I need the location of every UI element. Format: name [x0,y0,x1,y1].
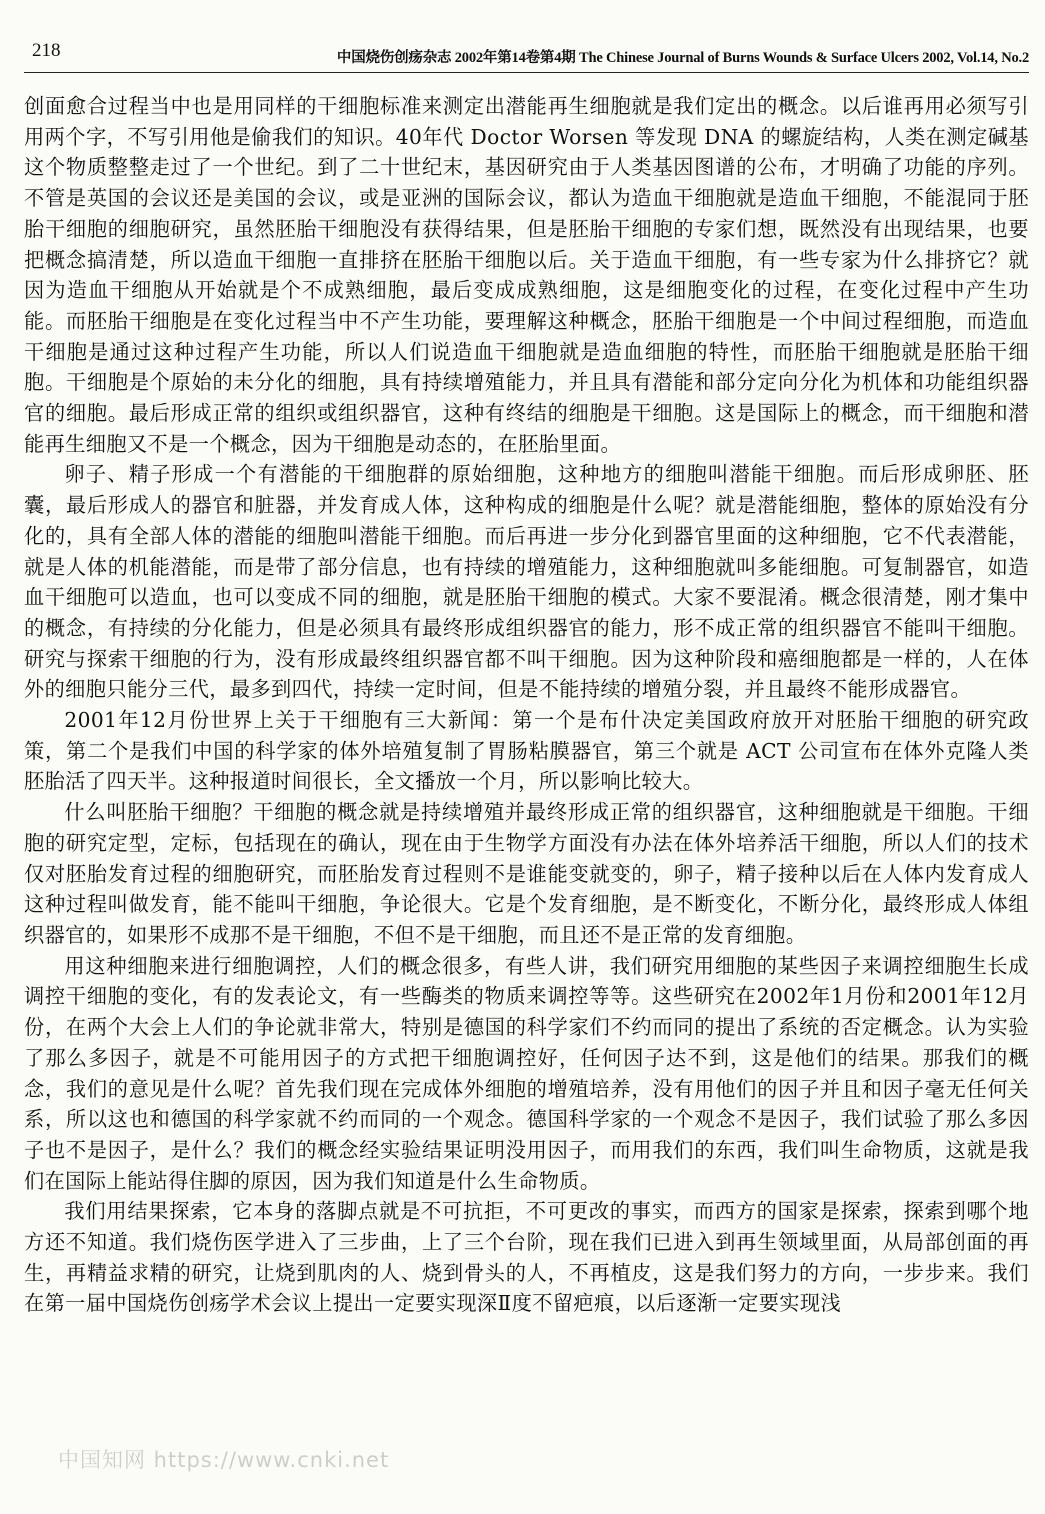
cnki-watermark: 中国知网 https://www.cnki.net [58,1448,390,1472]
paragraph: 创面愈合过程当中也是用同样的干细胞标准来测定出潜能再生细胞就是我们定出的概念。以后谁再用必须写引用两个字，不写引用他是偷我们的知识。40年代 Doctor Worsen 等发现 DNA 的螺旋结构，人类在测定碱基这个物质整整走过了一个世纪。到了二十世纪末，基因研究由于人类基因图谱的公布，才明确了功能的序列。不管是英国的会议还是美国的会议，或是亚洲的国际会议，都认为造血干细胞就是造血干细胞，不能混同于胚胎干细胞的细胞研究，虽然胚胎干细胞没有获得结果，但是胚胎干细胞的专家们想，既然没有出现结果，也要把概念搞清楚，所以造血干细胞一直排挤在胚胎干细胞以后。关于造血干细胞，有一些专家为什么排挤它？就因为造血干细胞从开始就是个不成熟细胞，最后变成成熟细胞，这是细胞变化的过程，在变化过程中产生功能。而胚胎干细胞是在变化过程当中不产生功能，要理解这种概念，胚胎干细胞是一个中间过程细胞，而造血干细胞是通过这种过程产生功能，所以人们说造血干细胞就是造血细胞的特性，而胚胎干细胞就是胚胎干细胞。干细胞是个原始的未分化的细胞，具有持续增殖能力，并且具有潜能和部分定向分化为机体和功能组织器官的细胞。最后形成正常的组织或组织器官，这种有终结的细胞是干细胞。这是国际上的概念，而干细胞和潜能再生细胞又不是一个概念，因为干细胞是动态的，在胚胎里面。 [24,94,1029,456]
paragraph: 卵子、精子形成一个有潜能的干细胞群的原始细胞，这种地方的细胞叫潜能干细胞。而后形成卵胚、胚囊，最后形成人的器官和脏器，并发育成人体，这种构成的细胞是什么呢？就是潜能细胞，整体的原始没有分化的，具有全部人体的潜能的细胞叫潜能干细胞。而后再进一步分化到器官里面的这种细胞，它不代表潜能，就是人体的机能潜能，而是带了部分信息，也有持续的增殖能力，这种细胞就叫多能细胞。可复制器官，如造血干细胞可以造血，也可以变成不同的细胞，就是胚胎干细胞的模式。大家不要混淆。概念很清楚，刚才集中的概念，有持续的分化能力，但是必须具有最终形成组织器官的能力，形不成正常的组织器官不能叫干细胞。研究与探索干细胞的行为，没有形成最终组织器官都不叫干细胞。因为这种阶段和癌细胞都是一样的，人在体外的细胞只能分三代，最多到四代，持续一定时间，但是不能持续的增殖分裂，并且最终不能形成器官。 [24,462,1029,702]
page-number: 218 [32,40,61,61]
article-body [24,91,1029,1319]
paragraph: 我们用结果探索，它本身的落脚点就是不可抗拒，不可更改的事实，而西方的国家是探索，探索到哪个地方还不知道。我们烧伤医学进入了三步曲，上了三个台阶，现在我们已进入到再生领域里面，从局部创面的再生，再精益求精的研究，让烧到肌肉的人、烧到骨头的人，不再植皮，这是我们努力的方向，一步步来。我们在第一届中国烧伤创疡学术会议上提出一定要实现深Ⅱ度不留疤痕，以后逐渐一定要实现浅 [24,1199,1029,1316]
paragraph: 用这种细胞来进行细胞调控，人们的概念很多，有些人讲，我们研究用细胞的某些因子来调控细胞生长成调控干细胞的变化，有的发表论文，有一些酶类的物质来调控等等。这些研究在2002年1月份和2001年12月份，在两个大会上人们的争论就非常大，特别是德国的科学家们不约而同的提出了系统的否定概念。认为实验了那么多因子，就是不可能用因子的方式把干细胞调控好，任何因子达不到，这是他们的结果。那我们的概念，我们的意见是什么呢？首先我们现在完成体外细胞的增殖培养，没有用他们的因子并且和因子毫无任何关系，所以这也和德国的科学家就不约而同的一个观念。德国科学家的一个观念不是因子，我们试验了那么多因子也不是因子，是什么？我们的概念经实验结果证明没用因子，而用我们的东西，我们叫生命物质，这就是我们在国际上能站得住脚的原因，因为我们知道是什么生命物质。 [24,953,1029,1193]
paragraph: 什么叫胚胎干细胞？干细胞的概念就是持续增殖并最终形成正常的组织器官，这种细胞就是干细胞。干细胞的研究定型，定标，包括现在的确认，现在由于生物学方面没有办法在体外培养活干细胞，所以人们的技术仅对胚胎发育过程的细胞研究，而胚胎发育过程则不是谁能变就变的，卵子，精子接种以后在人体内发育成人这种过程叫做发育，能不能叫干细胞，争论很大。它是个发育细胞，是不断变化，不断分化，最终形成人体组织器官的，如果形不成那不是干细胞，不但不是干细胞，而且还不是正常的发育细胞。 [24,800,1029,947]
journal-citation: 中国烧伤创疡杂志 2002年第14卷第4期 The Chinese Journal of Burns Wounds & Surface Ulcers 2002, Vol.14, No.2 [336,50,1029,66]
running-header [24,38,1029,73]
paragraph: 2001年12月份世界上关于干细胞有三大新闻：第一个是布什决定美国政府放开对胚胎干细胞的研究政策，第二个是我们中国的科学家的体外培殖复制了胃肠粘膜器官，第三个就是 ACT 公司宣布在体外克隆人类胚胎活了四天半。这种报道时间很长，全文播放一个月，所以影响比较大。 [24,708,1029,794]
